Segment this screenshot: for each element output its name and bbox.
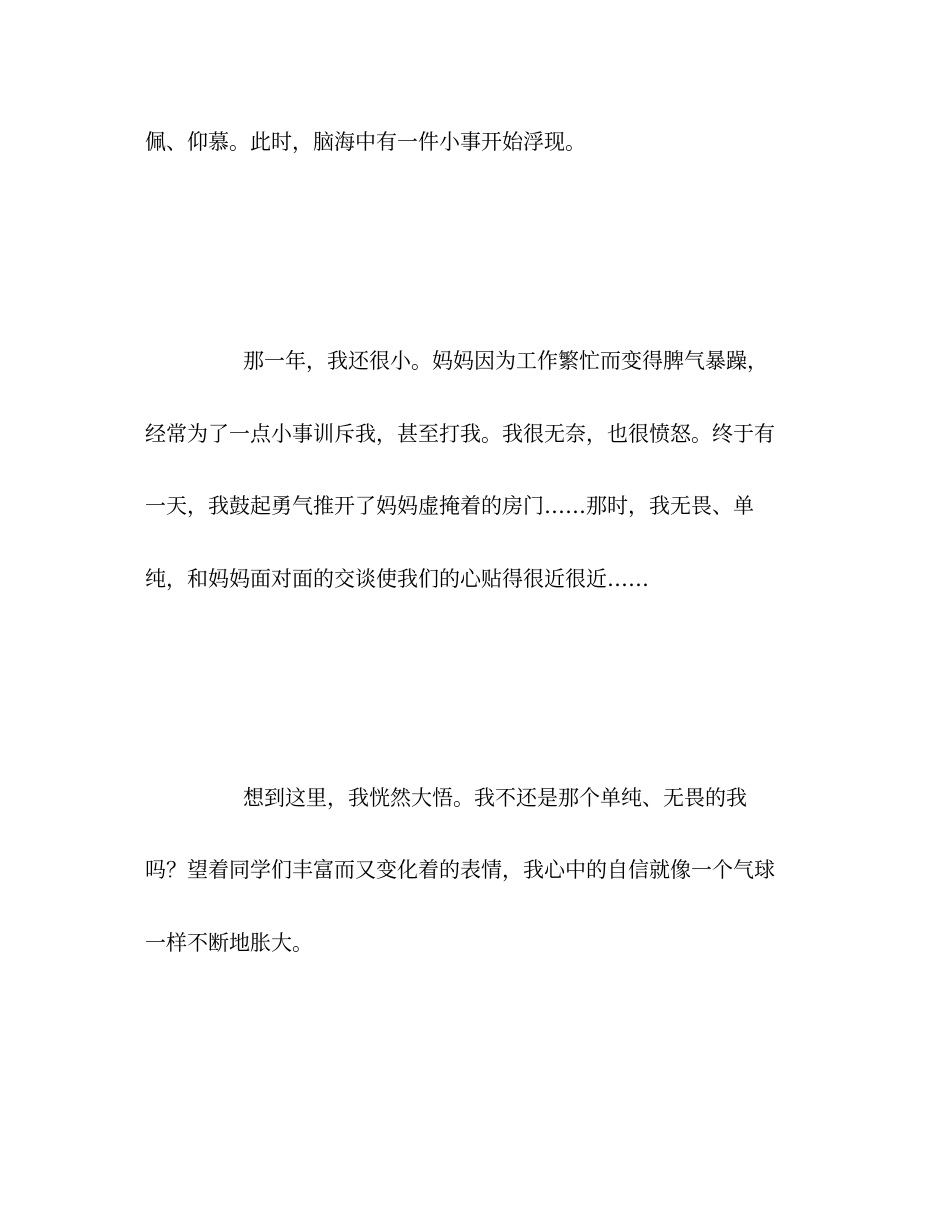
- paragraph-line: 一天，我鼓起勇气推开了妈妈虚掩着的房门……那时，我无畏、单: [145, 494, 754, 518]
- paragraph-line: 佩、仰慕。此时，脑海中有一件小事开始浮现。: [145, 130, 586, 154]
- paragraph-line: 想到这里，我恍然大悟。我不还是那个单纯、无畏的我: [243, 786, 747, 810]
- paragraph-line: 吗？望着同学们丰富而又变化着的表情，我心中的自信就像一个气球: [145, 858, 775, 882]
- paragraph-line: 一样不断地胀大。: [145, 931, 313, 955]
- paragraph-line: 那一年，我还很小。妈妈因为工作繁忙而变得脾气暴躁，: [243, 349, 768, 373]
- paragraph-line: 纯，和妈妈面对面的交谈使我们的心贴得很近很近……: [145, 567, 649, 591]
- paragraph-line: 经常为了一点小事训斥我，甚至打我。我很无奈，也很愤怒。终于有: [145, 422, 775, 446]
